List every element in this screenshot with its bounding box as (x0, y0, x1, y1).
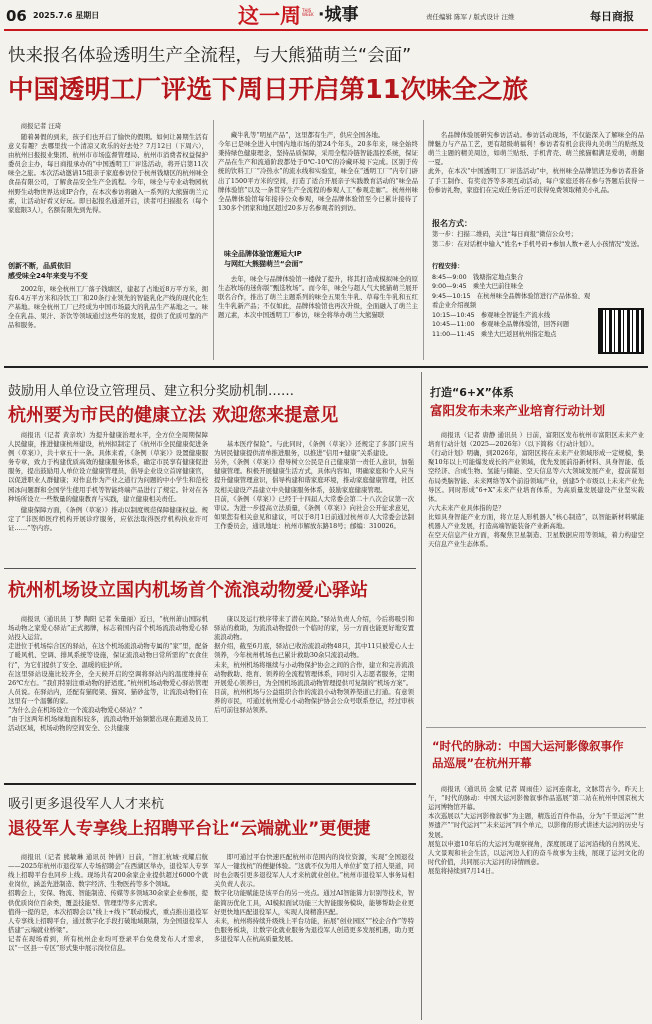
divider (423, 120, 424, 360)
story1-body-2b: 去年，味全与品牌体验馆一楼做了提升，将其打造成模拟味全的原生态牧场的迷你版“甄选牧场”。而今年，味全与超人气大熊猫萌兰展开联名合作，推出了萌兰主题系列的味全五果生牛乳、草莓生牛乳和五红生牛乳新产品；不仅如此，品牌体验馆也再次升级，全面融入了萌兰主题元素，本次中国透明工厂参访，味全将举办萌兰大熊猫联 (218, 275, 418, 320)
story1-column-2 (218, 122, 418, 246)
story2-body-2: 基本医疗保险”。与此同时，《条例（草案）》还规定了多部门应当为居民健康提供清单推进服务，以推进“信用+健康”关系建设。 另外，《条例（草案）》借导树立公民是自己健康第一责任人意识，加强健康管理。积极开展健康生活方式，具体内容如，明确家庭和个人应当提升健康管理意识，倡导构建和谐家庭环境，推动家庭健康管理，社区及相关建设产品建立中央健康服务体系，鼓励家庭健康管理。 目前，《条例（草案）》已经于十四届人大常委会第二十八次会议第一次审议。为进一步提高立法质量，《条例（草案）》向社会公开征求意见，如果您有相关意见和建议，可以于8月1日前通过杭州市人大常委会法制工作委员会，通讯地址：杭州市解放东路18号；邮编：310026。 (214, 440, 414, 530)
divider (421, 372, 422, 1020)
story3-body-1: 商报讯（通讯员 丁梦 陶阳 记者 朱量丽）近日，“杭州萧山国际机场动物之家爱心驿站”正式揭牌，标志着国内首个机场流浪动物爱心驿站投入运营。 走进位于机场综合区的驿站，在这个机场流浪动物专属的“家”里，配备了暖风机、空调、排风系统等设施，保证流浪动物日常所需的“衣食住行”，为它们提供了安全、温暖的庇护所。 在这里驿站设施比较齐全，全天候开启的空调将驿站内的温度维持在26℃左右。“我们特别注重动物的舒适度。”杭州机场动物爱心驿站管理人员说。在驿站内，还配有猫爬架、猫窝、猫砂盆等，让流浪动物们在这里有一个温馨的家。 “为什么会在机场设立一个流浪动物爱心驿站？” “由于这两年机场绿地面积较多，流浪动物开始频繁出现在跑道及员工活动区域，机场动物的空间安全、公共健康 (8, 615, 208, 733)
story4-body-1: 商报讯（记者 熊敏琳 通讯员 钟倩）日前，“智汇杭城·戎耀启航——2025年杭州市退役军人专场招聘会”在西湖区举办，退役军人专享线上招聘平台也同步上线。现场共有200余家企业提供超过6000个就业岗位，涵盖先进制造、数字经济、生物医药等多个领域。 招聘会上，安保、物流、智能制造、传媒等多领域30余家企业参展，提供优质岗位百余类，覆盖技能型、管理型等多元需求。 值得一提的是，本次招聘会以“线上+线下”联动模式，重点推出退役军人专享线上招聘平台，通过数字化手段打破地域限制，为全国退役军人搭建“云端就业桥梁”。 记者在现场看到，所有杭州企业均可登录平台免费发布人才需求，以“一区县一专区”形式集中展示岗位信息。 (8, 853, 208, 953)
page-number: 06 (6, 7, 27, 25)
story3-body-2: 康以及运行秩序带来了潜在风险。”驿站负责人介绍，今后将吸引和驿站的救助，为流浪动物提供一个临时的家，另一方面也能更好地安置流浪动物。 据介绍，截至6月底，驿站已收治流浪动物48只，其中11只被爱心人士领养，今年杭州机场也已累计救助30余只流浪动物。 未来，杭州机场将继续与小动物保护协会之间的合作，建立和完善流浪动物救助、绝育、领养的全流程管理体系，同时引入志愿者服务，定期开展爱心领养日，为全国机场流浪动物管理提供可复制的“机场方案”。 目前，杭州机场与公益组织合作的流浪小动物领养渠道已打通。有意领养的市民，可通过杭州爱心小动物保护协会公众号联系登记，经过审核后可前往驿站领养。 (214, 615, 414, 715)
story2-body-1: 商报讯（记者 黄亲坎）为提升健康治理水平，全方位全周期保障人民健康，推进健康杭州建设，杭州拟制定了《杭州市全民健康促进条例（草案）》，共十章五十一条。具体来看，《条例（草案）》设置健康服务专章，致力于构建优质高效的健康服务体系，确定市民享有健康促进服务，提出鼓励用人单位设立健康管理员，倡导企业设立首席健康官，以促进职业人群健康；对作息作为产业之道行为问题的中小学生和范校园冰问题群和全国学生使用手机等智能终端产品进行了规定。针对在各种场所设立一些数量的健康教育与实践，建立健康相关责任。 (8, 431, 208, 503)
story2-column-1 (8, 431, 208, 561)
right-column-1 (428, 422, 644, 722)
right-column-2 (428, 776, 644, 1020)
story4-kicker: 吸引更多退役军人人才来杭 (8, 797, 165, 812)
signup-title: 报名方式： (432, 219, 472, 228)
page-header (0, 0, 652, 30)
right-kicker: 打造“6+X”体系 (430, 386, 514, 399)
divider (213, 120, 214, 360)
story3-column-2 (214, 606, 414, 778)
story2-body-1b: 健康保障方面，《条例（草案）》推动以制度规范保障健康权益。规定了“非医师医疗机构开展诊疗服务，应依法取得医疗机构执业许可证……”等内容。 (8, 505, 208, 532)
story1-body-2: 藏牛乳等“明星产品”，这里都有生产，供应全国各地。 今年已是味全进入中国内地市场的第24个年头，20多年来，味全始终秉持绿色健康理念，坚持品质保障，采用全程冷链智能温控系统，保证产品在生产和流通阶段都处于0℃-10℃的冷藏环境下完成。区别于传统的饮料工厂“冷热水”的流水线和实验室，味全在“透明工厂”内专门辟出了1500平方米的空间，打造了适合开展亲子实践教育活动的“味全品牌体验馆”以及一条贯穿生产全流程的参观人工“参观走廊”。杭州州味全品牌体验馆每年接待公众参观，味全品牌体验馆至今已累计接待了130多个团家和地区超过20多万名参观者的到访。 (218, 131, 418, 212)
story2-column-2 (214, 431, 414, 561)
issue-date: 2025.7.6 星期日 (33, 11, 100, 20)
schedule-item: 11:00—11:45 乘坐大巴返回杭州指定地点 (432, 330, 557, 338)
schedule-item: 9:45—10:15 在杭州味全品牌体验馆进行产品体验、观看企业介绍视频 (432, 292, 591, 310)
story1-column-1 (8, 133, 208, 259)
story3-column-1 (8, 606, 208, 778)
story1-column-1b (8, 285, 208, 359)
story4-column-2 (214, 844, 414, 1020)
story1-body-1b: 2002年，味全杭州工厂落子钱塘区，建起了占地近8万平方米，拥有6.4万平方米和冷饮工厂和20条行业领先的智能乳化产线的现代化生产基地。味全杭州工厂已经成为中国市场最大的乳品生产基地之一。味全在乳品、果汁、茶饮等领域通过这些年的发展，提供了优质可靠的产品和服务。 (8, 285, 208, 330)
story1-byline: 商报记者 汪琦 (20, 122, 62, 130)
story2-kicker: 鼓励用人单位设立管理员、建立积分奖励机制…… (8, 384, 295, 399)
story3-headline: 杭州机场设立国内机场首个流浪动物爱心驿站 (8, 580, 368, 601)
right-headline: 富阳发布未来产业培育行动计划 (430, 403, 606, 418)
story1-headline: 中国透明工厂评选下周日开启第11次味全之旅 (8, 75, 528, 105)
story1-subhead-1: 创新不断，品质依旧 感受味全24年来变与不变 (8, 262, 88, 280)
story4-headline: 退役军人专享线上招聘平台让“云端就业”更便捷 (8, 819, 371, 839)
signup-step-2: 第二步：在对话框中输入“姓名+手机号码+参加人数+老人小孩情况”发送。 (432, 241, 644, 248)
schedule-item: 10:15—10:45 参观味全智能生产流水线 (432, 311, 551, 319)
section-rule (4, 366, 648, 368)
story4-body-2: 即可通过平台快速匹配杭州市范围内的岗位资源，实现“全国退役军人一键找杭”的便捷体验。“这就不仅为用人单位扩宽了招人渠道，同时也会吸引更多退役军人人才来杭就业创业。”杭州市退役军人事务局相关负责人表示。 数字化功能赋能是该平台的另一亮点。通过AI智能算力识别等技术，智能简历优化工具，AI模拟面试功能三大智能服务模块，能够帮助企业更好更快地匹配退役军人，实现人岗精准匹配。 未来，杭州将持续升级线上平台功能，拓展“创业园区”“校企合作”等特色服务板块，让数字化就业服务为退役军人创造更多发展机遇，助力更多退役军人在杭高质量发展。 (214, 853, 414, 943)
section-brand: 这一周 (238, 4, 301, 28)
section-brand-en: THIS WEEK (302, 8, 314, 18)
story1-body-1: 随着暑假的到来，孩子们也开启了愉快的假期。如何让暑期生活有意义有趣？去哪里找一个清凉又欢乐的好去处？7月12日（下周六），由杭州日报报业集团、杭州市市场监督管理局、杭州市消费者权益保护委员会主办，每日商报承办的“中国透明工厂评选活动，将开启第11次味全之旅。本次活动邀请15组亲子家庭参访位于杭州钱塘区的杭州味全食品有限公司，了解食品安全生产全流程。今年，味全与专业动物园杭州野生动物世界达成IP合作，在本次参访将融入一系列的大熊猫萌兰元素，让活动好看又好玩。即日起报名通道开启，读者可扫描报名（每个家庭限3人），名额有限先到先得。 (8, 133, 208, 214)
newspaper-logo: 每日商报 (590, 10, 634, 23)
section-rule (4, 568, 416, 569)
schedule-item: 8:45—9:00 钱塘指定地点集合 (432, 274, 524, 281)
right-body-2: 商报讯（通讯员 金斌 记者 周雨佳）运河连南北，文脉贯古今。昨天上午，“时代的脉动：中国大运河影像叙事作品巡展”第二站在杭州中国京杭大运河博物馆开幕。 本次巡展以“大运河影像叙事”为主题，精选近百件作品，分为“千里运河”“世界遗产”“时代运河”“未来运河”四个单元，以影像的形式讲述大运河的历史与发展。 展览以申遗10年后的大运河为观察视角，深度展现了运河沿线的自然风光、人文景观和社会生活，以运河边人们的奋斗故事为主线，展现了运河文化的时代价值，共同展示大运河的诗情画意。 展览将持续到7月14日。 (428, 785, 644, 875)
story1-column-2b (218, 275, 418, 359)
section-name: ·城事 (318, 5, 359, 25)
story4-column-1 (8, 844, 208, 1020)
schedule-title: 行程安排： (432, 263, 464, 270)
qr-code[interactable] (598, 308, 644, 354)
right-body-1: 商报讯（记者 唐静 通讯员 ）日前，富阳区发布杭州市富阳区未来产业培育行动计划（2025—2026年）（以下简称《行动计划》）。 《行动计划》明确，到2026年，富阳区将在未来产业领域形成一定规模，集聚10年以上可能爆发成长的产业领域，优先发展前沿新材料、具身智能、低空经济、合成生物、氢能与储能、空天信息等六大领域发展产业，提前谋划布局类脑智能、未来网络等X个前沿领域产业，创建5个市级以上未来产业先导区。同时形成“6+X”未来产业培育体系，为高质量发展建设产业坚实载体。 六大未来产业具体指的是？ 比如具身智能产业方面，将立足人形机器人“核心制造”，以智能新材料赋能机器人产业发展，打造高端智能装备产业新高地。 在空天信息产业方面，将聚焦卫星制造、卫星数据应用等领域，着力构建空天信息产业生态体系。 (428, 431, 644, 549)
story1-kicker: 快来报名体验透明生产全流程，与大熊猫萌兰“会面” (8, 46, 412, 66)
schedule-item: 10:45—11:00 参观味全品牌体验馆，回答问题 (432, 321, 570, 329)
editor-credit: 责任编辑 陈军 / 版式设计 汪维 (426, 13, 515, 21)
right-headline-2: “时代的脉动：中国大运河影像叙事作品巡展”在杭州开幕 (432, 739, 624, 770)
story2-headline: 杭州要为市民的健康立法 欢迎您来提意见 (8, 405, 339, 426)
story1-subhead-2: 味全品牌体验馆邂逅大IP 与网红大熊猫萌兰“会面” (224, 250, 304, 268)
section-rule (4, 783, 416, 785)
schedule-item: 9:00—9:45 乘坐大巴前往味全 (432, 283, 524, 291)
schedule-list (432, 273, 592, 339)
signup-step-1: 第一步：扫描二维码，关注“每日商报”微信公众号； (432, 231, 578, 238)
story1-body-3: 名品牌体验展研究参访活动。参访活动现场，不仅能深入了解味全的品牌魅力与产品工艺，更有超级萌福利！参访者有机会获得丸美萌兰的贴纸及萌兰主题的精美周边，如萌兰贴纸、手机背壳、萌兰熊猫帽满足爱萌，萌翻一夏。 此外，在本次“中国透明工厂评选活动”中，杭州味全品牌馆还为参访者准备了手工制作、有奖竞答等多项互动活动，每户家庭还将在参与答题后获得一份参访礼物，家庭们在完成任务后还可获得免费领取精美小礼品。 (428, 131, 644, 194)
story1-column-3 (428, 122, 644, 222)
section-rule (426, 727, 646, 728)
header-rule (4, 29, 648, 31)
